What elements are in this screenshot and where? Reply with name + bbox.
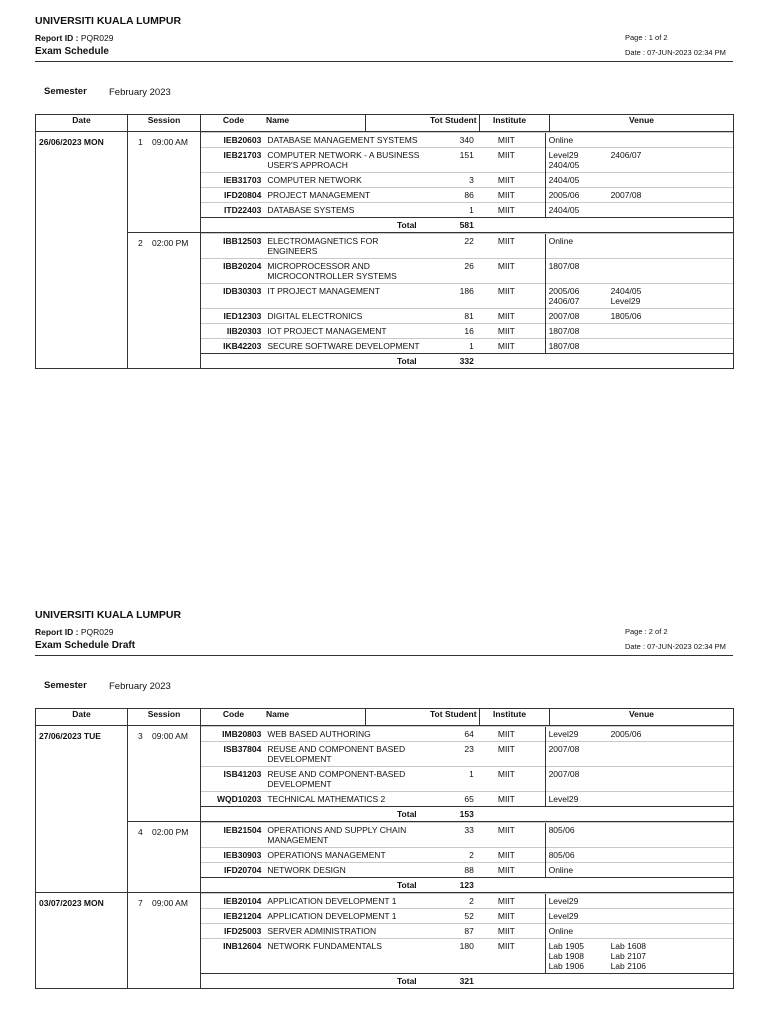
session-cell	[128, 893, 201, 989]
session-number: 7	[138, 898, 143, 908]
total-students: 180	[429, 939, 486, 974]
table-row	[201, 188, 733, 203]
report-date: Date : 07-JUN-2023 02:34 PM	[625, 642, 726, 651]
venue-item: 2007/08	[548, 744, 580, 754]
table-row	[201, 894, 733, 909]
course-code: INB12604	[201, 939, 267, 974]
venue-item: Level29	[548, 729, 579, 739]
table-row	[201, 792, 733, 807]
total-spacer	[486, 354, 545, 369]
venue-item: Lab 1908	[548, 951, 585, 961]
venue-item: Online	[548, 135, 574, 145]
page-number: Page : 1 of 2	[625, 33, 668, 42]
report-id-label: Report ID :	[35, 33, 79, 43]
session-time: 09:00 AM	[152, 731, 188, 741]
institute: MIIT	[486, 133, 545, 148]
schedule-table	[35, 708, 734, 989]
institute: MIIT	[486, 173, 545, 188]
institute: MIIT	[486, 259, 545, 284]
report-id-value: PQR029	[80, 627, 114, 637]
course-code: IEB20104	[201, 894, 267, 909]
total-students: 88	[429, 863, 486, 878]
venue-item: Online	[548, 236, 574, 246]
table-row	[201, 324, 733, 339]
institute: MIIT	[486, 284, 545, 309]
session-block	[36, 822, 734, 893]
venue-item: 2007/08	[548, 311, 580, 321]
venue-cell	[545, 863, 733, 878]
table-row	[201, 309, 733, 324]
total-students: 2	[429, 894, 486, 909]
total-spacer	[545, 807, 733, 822]
venue-item: 2007/08	[548, 769, 580, 779]
exam-date: 03/07/2023 MON	[36, 893, 128, 989]
total-students: 65	[429, 792, 486, 807]
venue-item: Level29	[610, 296, 641, 306]
venue-cell	[545, 324, 733, 339]
total-students: 87	[429, 924, 486, 939]
col-header-code: Code	[222, 709, 245, 719]
course-code: IEB20603	[201, 133, 267, 148]
total-students: 33	[429, 823, 486, 848]
header-divider	[35, 61, 733, 62]
col-header-name: Name	[266, 115, 290, 125]
venue-item: Lab 2106	[610, 961, 647, 971]
report-page	[35, 15, 733, 366]
session-total-value: 332	[429, 354, 486, 369]
exam-date: 27/06/2023 TUE	[36, 726, 128, 893]
total-students: 81	[429, 309, 486, 324]
col-header-session: Session	[128, 709, 201, 726]
course-code: ISB41203	[201, 767, 267, 792]
total-spacer	[486, 807, 545, 822]
session-total-value: 321	[429, 974, 486, 989]
course-code: IBB20204	[201, 259, 267, 284]
course-code: IEB21204	[201, 909, 267, 924]
col-header-date: Date	[36, 709, 128, 726]
venue-item: 2404/05	[548, 175, 580, 185]
table-row	[201, 203, 733, 218]
total-spacer	[545, 218, 733, 233]
venue-item: Online	[548, 926, 574, 936]
course-name: COMPUTER NETWORK	[267, 173, 428, 188]
venue-cell	[545, 848, 733, 863]
venue-cell	[545, 234, 733, 259]
venue-cell	[545, 742, 733, 767]
total-students: 1	[429, 339, 486, 354]
col-header-session: Session	[128, 115, 201, 132]
venue-item: Lab 1608	[610, 941, 647, 951]
course-name: IT PROJECT MANAGEMENT	[267, 284, 428, 309]
course-code: IFD20804	[201, 188, 267, 203]
course-name: SECURE SOFTWARE DEVELOPMENT	[267, 339, 428, 354]
venue-cell	[545, 203, 733, 218]
course-name: WEB BASED AUTHORING	[267, 727, 428, 742]
venue-item: Lab 1905	[548, 941, 585, 951]
venue-item: Level29	[548, 794, 579, 804]
table-row	[201, 924, 733, 939]
table-row	[201, 148, 733, 173]
venue-cell	[545, 259, 733, 284]
course-code: ITD22403	[201, 203, 267, 218]
total-students: 86	[429, 188, 486, 203]
venue-item: 805/06	[548, 825, 575, 835]
course-name: OPERATIONS AND SUPPLY CHAIN MANAGEMENT	[267, 823, 428, 848]
col-header-tot-student: Tot Student	[366, 115, 480, 132]
report-date: Date : 07-JUN-2023 02:34 PM	[625, 48, 726, 57]
university-name: UNIVERSITI KUALA LUMPUR	[35, 609, 182, 621]
venue-cell	[545, 133, 733, 148]
session-cell	[128, 132, 201, 233]
venue-item: Lab 2107	[610, 951, 647, 961]
venue-item: Level29	[548, 150, 579, 160]
session-cell	[128, 233, 201, 369]
table-row	[201, 234, 733, 259]
course-name: COMPUTER NETWORK - A BUSINESS USER'S APPROACH	[267, 148, 428, 173]
venue-item: 2406/07	[548, 296, 580, 306]
venue-item: Level29	[548, 896, 579, 906]
institute: MIIT	[486, 924, 545, 939]
session-total-row	[201, 878, 733, 893]
institute: MIIT	[486, 309, 545, 324]
course-name: ELECTROMAGNETICS FOR ENGINEERS	[267, 234, 428, 259]
report-page	[35, 609, 733, 986]
course-table	[201, 132, 733, 232]
report-id	[35, 627, 113, 637]
institute: MIIT	[486, 792, 545, 807]
venue-cell	[545, 823, 733, 848]
table-row	[201, 848, 733, 863]
session-number: 4	[138, 827, 143, 837]
course-code: IFD25003	[201, 924, 267, 939]
table-row	[201, 909, 733, 924]
course-code: ISB37804	[201, 742, 267, 767]
institute: MIIT	[486, 894, 545, 909]
table-row	[201, 939, 733, 974]
institute: MIIT	[486, 324, 545, 339]
col-header-code: Code	[222, 115, 245, 125]
total-spacer	[486, 218, 545, 233]
session-courses	[201, 822, 734, 893]
venue-item: 1805/06	[610, 311, 642, 321]
session-time: 09:00 AM	[152, 898, 188, 908]
col-header-tot-student: Tot Student	[366, 709, 480, 726]
exam-date: 26/06/2023 MON	[36, 132, 128, 369]
total-label: Total	[201, 974, 429, 989]
session-block	[36, 132, 734, 233]
total-students: 3	[429, 173, 486, 188]
session-total-value: 123	[429, 878, 486, 893]
report-id-value: PQR029	[80, 33, 114, 43]
venue-item: Level29	[548, 911, 579, 921]
course-code: WQD10203	[201, 792, 267, 807]
session-time: 09:00 AM	[152, 137, 188, 147]
total-spacer	[486, 974, 545, 989]
session-number: 2	[138, 238, 143, 248]
institute: MIIT	[486, 727, 545, 742]
venue-cell	[545, 173, 733, 188]
course-code: IEB21703	[201, 148, 267, 173]
session-block	[36, 893, 734, 989]
report-header	[35, 609, 733, 671]
total-spacer	[486, 878, 545, 893]
venue-cell	[545, 939, 733, 974]
session-courses	[201, 132, 734, 233]
session-number: 3	[138, 731, 143, 741]
course-code: IEB31703	[201, 173, 267, 188]
course-name: APPLICATION DEVELOPMENT 1	[267, 909, 428, 924]
session-total-value: 153	[429, 807, 486, 822]
course-table	[201, 233, 733, 368]
venue-cell	[545, 767, 733, 792]
col-header-institute: Institute	[480, 709, 550, 726]
table-row	[201, 284, 733, 309]
course-code: IMB20803	[201, 727, 267, 742]
session-cell	[128, 822, 201, 893]
course-code: IED12303	[201, 309, 267, 324]
total-students: 2	[429, 848, 486, 863]
course-name: TECHNICAL MATHEMATICS 2	[267, 792, 428, 807]
venue-item: 2005/06	[548, 286, 580, 296]
session-courses	[201, 726, 734, 822]
venue-item: 2007/08	[610, 190, 642, 200]
course-code: IEB21504	[201, 823, 267, 848]
session-courses	[201, 893, 734, 989]
table-header-row	[36, 709, 734, 726]
venue-cell	[545, 727, 733, 742]
course-table	[201, 822, 733, 892]
venue-cell	[545, 924, 733, 939]
table-row	[201, 727, 733, 742]
venue-item: Online	[548, 865, 574, 875]
total-students: 186	[429, 284, 486, 309]
report-id	[35, 33, 113, 43]
session-block	[36, 233, 734, 369]
institute: MIIT	[486, 339, 545, 354]
session-courses	[201, 233, 734, 369]
session-cell	[128, 726, 201, 822]
venue-cell	[545, 909, 733, 924]
course-name: REUSE AND COMPONENT BASED DEVELOPMENT	[267, 742, 428, 767]
venue-cell	[545, 148, 733, 173]
course-code: IFD20704	[201, 863, 267, 878]
total-students: 340	[429, 133, 486, 148]
report-header	[35, 15, 733, 77]
semester-label: Semester	[44, 680, 87, 691]
col-header-venue: Venue	[550, 115, 734, 132]
institute: MIIT	[486, 823, 545, 848]
course-code: IIB20303	[201, 324, 267, 339]
course-code: IBB12503	[201, 234, 267, 259]
total-students: 26	[429, 259, 486, 284]
page-number: Page : 2 of 2	[625, 627, 668, 636]
col-header-institute: Institute	[480, 115, 550, 132]
course-code: IEB30903	[201, 848, 267, 863]
table-row	[201, 767, 733, 792]
course-name: NETWORK FUNDAMENTALS	[267, 939, 428, 974]
course-name: OPERATIONS MANAGEMENT	[267, 848, 428, 863]
institute: MIIT	[486, 909, 545, 924]
course-name: SERVER ADMINISTRATION	[267, 924, 428, 939]
institute: MIIT	[486, 767, 545, 792]
table-row	[201, 173, 733, 188]
schedule-table	[35, 114, 734, 369]
total-label: Total	[201, 807, 429, 822]
course-name: NETWORK DESIGN	[267, 863, 428, 878]
total-spacer	[545, 878, 733, 893]
institute: MIIT	[486, 863, 545, 878]
report-title: Exam Schedule	[35, 46, 109, 57]
venue-item: 1807/08	[548, 261, 580, 271]
course-name: PROJECT MANAGEMENT	[267, 188, 428, 203]
course-name: DATABASE MANAGEMENT SYSTEMS	[267, 133, 428, 148]
table-row	[201, 823, 733, 848]
session-time: 02:00 PM	[152, 827, 189, 837]
venue-item: 1807/08	[548, 341, 580, 351]
session-total-row	[201, 354, 733, 369]
semester-value: February 2023	[109, 87, 171, 98]
course-table	[201, 893, 733, 988]
col-header-code-name	[201, 115, 366, 132]
report-title: Exam Schedule Draft	[35, 640, 136, 651]
session-time: 02:00 PM	[152, 238, 189, 248]
table-row	[201, 863, 733, 878]
venue-cell	[545, 792, 733, 807]
institute: MIIT	[486, 939, 545, 974]
venue-cell	[545, 188, 733, 203]
course-code: IDB30303	[201, 284, 267, 309]
total-students: 16	[429, 324, 486, 339]
col-header-code-name	[201, 709, 366, 726]
course-table	[201, 726, 733, 821]
venue-item: Lab 1906	[548, 961, 585, 971]
table-row	[201, 742, 733, 767]
institute: MIIT	[486, 148, 545, 173]
total-students: 52	[429, 909, 486, 924]
course-name: APPLICATION DEVELOPMENT 1	[267, 894, 428, 909]
total-students: 23	[429, 742, 486, 767]
total-label: Total	[201, 354, 429, 369]
venue-item: 2406/07	[610, 150, 642, 160]
total-label: Total	[201, 878, 429, 893]
institute: MIIT	[486, 234, 545, 259]
table-row	[201, 339, 733, 354]
venue-item: 2005/06	[610, 729, 642, 739]
total-students: 1	[429, 203, 486, 218]
total-students: 151	[429, 148, 486, 173]
header-divider	[35, 655, 733, 656]
institute: MIIT	[486, 188, 545, 203]
col-header-venue: Venue	[550, 709, 734, 726]
total-label: Total	[201, 218, 429, 233]
venue-item: 2404/05	[548, 160, 580, 170]
total-spacer	[545, 974, 733, 989]
total-students: 1	[429, 767, 486, 792]
table-row	[201, 133, 733, 148]
institute: MIIT	[486, 203, 545, 218]
session-total-row	[201, 807, 733, 822]
venue-item: 2404/05	[610, 286, 642, 296]
course-name: IOT PROJECT MANAGEMENT	[267, 324, 428, 339]
course-name: MICROPROCESSOR AND MICROCONTROLLER SYSTEMS	[267, 259, 428, 284]
col-header-date: Date	[36, 115, 128, 132]
venue-item: 1807/08	[548, 326, 580, 336]
table-row	[201, 259, 733, 284]
venue-item: 2005/06	[548, 190, 580, 200]
semester-label: Semester	[44, 86, 87, 97]
session-total-row	[201, 974, 733, 989]
session-total-value: 581	[429, 218, 486, 233]
university-name: UNIVERSITI KUALA LUMPUR	[35, 15, 182, 27]
semester-value: February 2023	[109, 681, 171, 692]
course-code: IKB42203	[201, 339, 267, 354]
institute: MIIT	[486, 848, 545, 863]
session-number: 1	[138, 137, 143, 147]
report-id-label: Report ID :	[35, 627, 79, 637]
col-header-name: Name	[266, 709, 290, 719]
course-name: DATABASE SYSTEMS	[267, 203, 428, 218]
venue-cell	[545, 284, 733, 309]
total-spacer	[545, 354, 733, 369]
venue-item: 2404/05	[548, 205, 580, 215]
venue-item: 805/06	[548, 850, 575, 860]
venue-cell	[545, 894, 733, 909]
institute: MIIT	[486, 742, 545, 767]
total-students: 64	[429, 727, 486, 742]
total-students: 22	[429, 234, 486, 259]
course-name: REUSE AND COMPONENT-BASED DEVELOPMENT	[267, 767, 428, 792]
venue-cell	[545, 339, 733, 354]
session-total-row	[201, 218, 733, 233]
course-name: DIGITAL ELECTRONICS	[267, 309, 428, 324]
table-header-row	[36, 115, 734, 132]
session-block	[36, 726, 734, 822]
venue-cell	[545, 309, 733, 324]
